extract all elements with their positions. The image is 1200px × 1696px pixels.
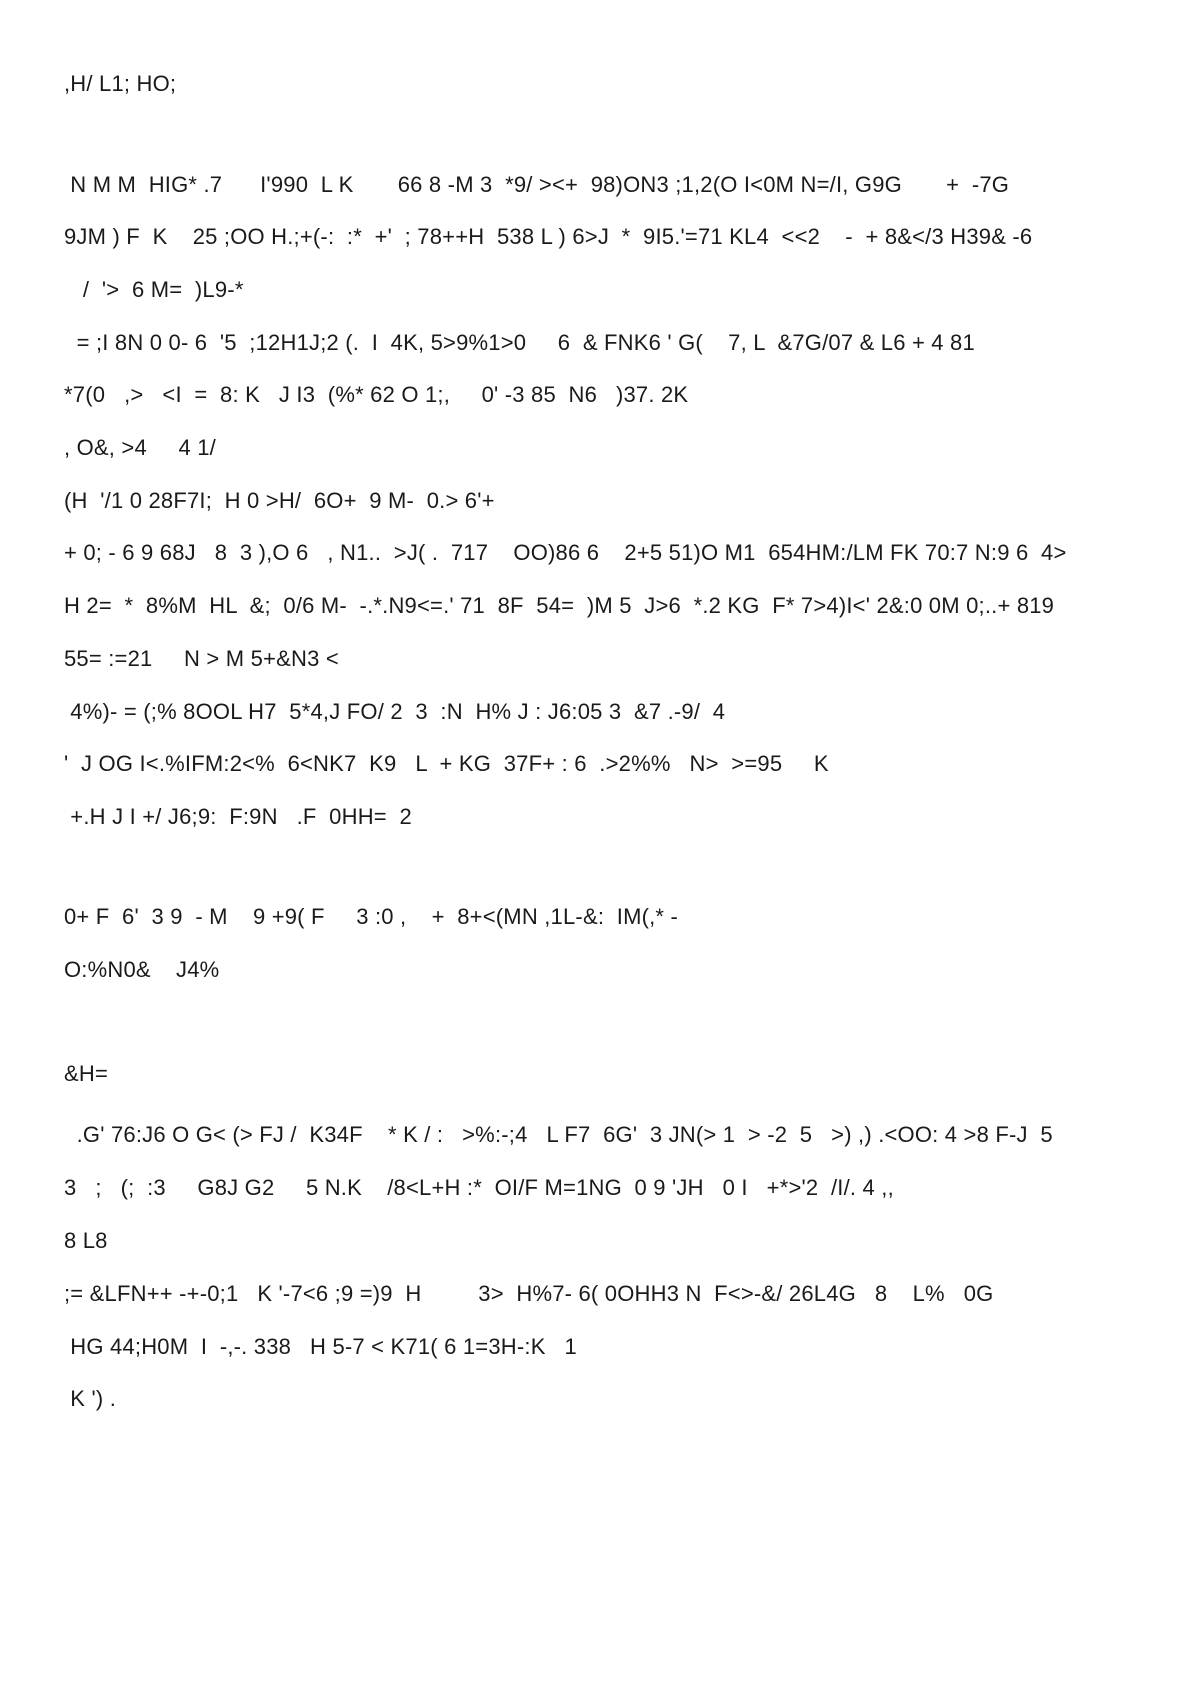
text-line: 4%)- = (;% 8OOL H7 5*4,J FO/ 2 3 :N H% J : J6:05 3 &7 .-9/ 4 bbox=[64, 699, 726, 724]
text-line: O:%N0& J4% bbox=[64, 957, 220, 982]
text-line: 0+ F 6' 3 9 - M 9 +9( F 3 :0 , + 8+<(MN ,1L-&: IM(,* - bbox=[64, 904, 679, 929]
document-heading: ,H/ L1; HO; bbox=[64, 71, 177, 96]
text-line: / '> 6 M= )L9-* bbox=[64, 277, 244, 302]
text-line: *7(0 ,> <I = 8: K J I3 (%* 62 O 1;, 0' -3 85 N6 )37. 2K bbox=[64, 382, 689, 407]
text-line: ' J OG I<.%IFM:2<% 6<NK7 K9 L + KG 37F+ : 6 .>2%% N> >=95 K bbox=[64, 751, 829, 776]
text-line: 3 ; (; :3 G8J G2 5 N.K /8<L+H :* OI/F M=1NG 0 9 'JH 0 I +*>'2 /I/. 4 ,, bbox=[64, 1175, 894, 1200]
text-line: 9JM ) F K 25 ;OO H.;+(-: :* +' ; 78++H 538 L ) 6>J * 9I5.'=71 KL4 <<2 - + 8&</3 H39& -6 bbox=[64, 224, 1033, 249]
text-line: +.H J I +/ J6;9: F:9N .F 0HH= 2 bbox=[64, 804, 412, 829]
text-line: ;= &LFN++ -+-0;1 K '-7<6 ;9 =)9 H 3> H%7- 6( 0OHH3 N F<>-&/ 26L4G 8 L% 0G bbox=[64, 1281, 994, 1306]
text-line: , O&, >4 4 1/ bbox=[64, 435, 216, 460]
text-line: + 0; - 6 9 68J 8 3 ),O 6 , N1.. >J( . 717 OO)86 6 2+5 51)O M1 654HM:/LM FK 70:7 N:9 6 4> bbox=[64, 540, 1067, 565]
text-line: K ') . bbox=[64, 1386, 117, 1411]
text-line: (H '/1 0 28F7I; H 0 >H/ 6O+ 9 M- 0.> 6'+ bbox=[64, 488, 495, 513]
text-line: HG 44;H0M I -,-. 338 H 5-7 < K71( 6 1=3H-:K 1 bbox=[64, 1334, 577, 1359]
text-line: .G' 76:J6 O G< (> FJ / K34F * K / : >%:-;4 L F7 6G' 3 JN(> 1 > -2 5 >) ,) .<OO: 4 >8 F-J 5 bbox=[64, 1122, 1053, 1147]
text-line: 55= :=21 N > M 5+&N3 < bbox=[64, 646, 339, 671]
text-line: = ;I 8N 0 0- 6 '5 ;12H1J;2 (. I 4K, 5>9%1>0 6 & FNK6 ' G( 7, L &7G/07 & L6 + 4 81 bbox=[64, 330, 975, 355]
text-line: 8 L8 bbox=[64, 1228, 108, 1253]
section-heading: &H= bbox=[64, 1061, 109, 1086]
text-line: N M M HIG* .7 I'990 L K 66 8 -M 3 *9/ ><+ 98)ON3 ;1,2(O I<0M N=/I, G9G + -7G bbox=[64, 172, 1010, 197]
text-line: H 2= * 8%M HL &; 0/6 M- -.*.N9<=.' 71 8F 54= )M 5 J>6 *.2 KG F* 7>4)I<' 2&:0 0M 0;..+ 819 bbox=[64, 593, 1055, 618]
